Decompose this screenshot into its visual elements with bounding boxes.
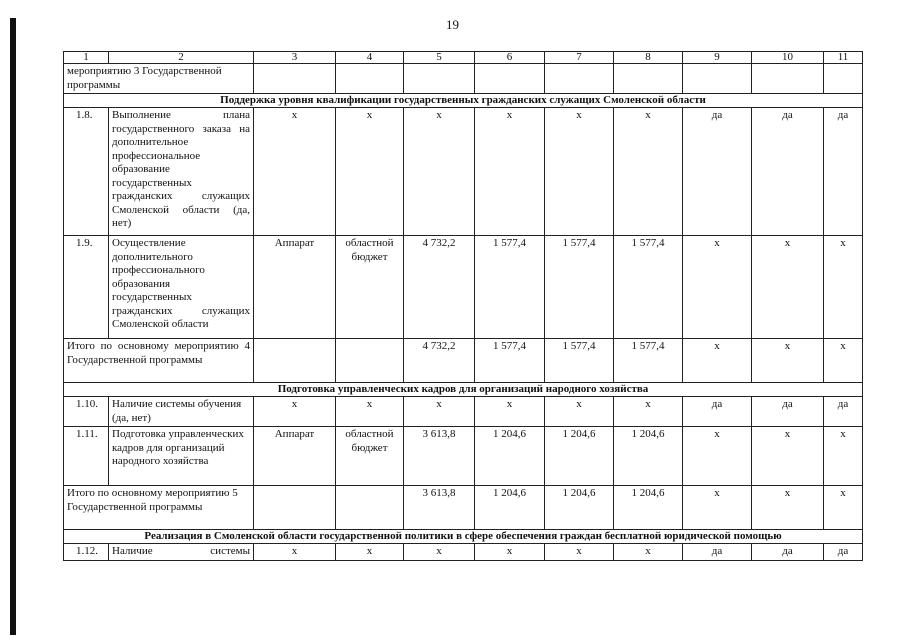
- cell: х: [824, 427, 863, 486]
- table-row: [64, 427, 863, 486]
- cell: х: [475, 397, 545, 427]
- row-number: 1.8.: [64, 108, 109, 236]
- cell: 4 732,2: [404, 236, 475, 339]
- section-row: [64, 383, 863, 397]
- cell: 1 204,6: [475, 486, 545, 530]
- cell: 3 613,8: [404, 427, 475, 486]
- program-table: [63, 51, 863, 561]
- section-title: Поддержка уровня квалификации государственных гражданских служащих Смоленской области: [64, 94, 863, 108]
- cell: х: [545, 108, 614, 236]
- cell: х: [683, 236, 752, 339]
- row-name: Выполнение плана государственного заказа на дополнительное профессиональное образование государственных гражданских служащих Смоленской области (да, нет): [109, 108, 254, 236]
- cell: х: [404, 544, 475, 561]
- section-row: [64, 530, 863, 544]
- cell: х: [683, 339, 752, 383]
- table-row: [64, 108, 863, 236]
- table-row-total-4: [64, 339, 863, 383]
- header-cell: 5: [404, 52, 475, 64]
- cell: да: [752, 397, 824, 427]
- cell: х: [254, 108, 336, 236]
- cell: х: [683, 427, 752, 486]
- cell: х: [404, 397, 475, 427]
- cell: да: [824, 108, 863, 236]
- header-row: [64, 52, 863, 64]
- cell: х: [254, 544, 336, 561]
- cell: 3 613,8: [404, 486, 475, 530]
- cell: 1 577,4: [475, 236, 545, 339]
- cell: 1 577,4: [545, 236, 614, 339]
- header-cell: 9: [683, 52, 752, 64]
- cell: да: [824, 544, 863, 561]
- cell: х: [475, 108, 545, 236]
- cell: х: [683, 486, 752, 530]
- table-row-total-3: [64, 64, 863, 94]
- cell: х: [614, 544, 683, 561]
- cell: х: [824, 236, 863, 339]
- table-row: [64, 544, 863, 561]
- header-cell: 8: [614, 52, 683, 64]
- table-row: [64, 397, 863, 427]
- total-label: мероприятию 3 Государственной программы: [64, 64, 254, 94]
- cell: областной бюджет: [336, 236, 404, 339]
- cell: х: [254, 397, 336, 427]
- total-label: Итого по основному мероприятию 5 Государственной программы: [64, 486, 254, 530]
- total-label: Итого по основному мероприятию 4 Государственной программы: [64, 339, 254, 383]
- row-name: Подготовка управленческих кадров для организаций народного хозяйства: [109, 427, 254, 486]
- cell: 1 204,6: [475, 427, 545, 486]
- row-number: 1.9.: [64, 236, 109, 339]
- cell: 1 204,6: [614, 486, 683, 530]
- table-row: [64, 236, 863, 339]
- cell: х: [752, 427, 824, 486]
- cell: 1 577,4: [475, 339, 545, 383]
- cell: х: [614, 108, 683, 236]
- cell: х: [336, 397, 404, 427]
- row-number: 1.12.: [64, 544, 109, 561]
- header-cell: 10: [752, 52, 824, 64]
- header-cell: 1: [64, 52, 109, 64]
- row-name: Наличие системы: [109, 544, 254, 561]
- cell: областной бюджет: [336, 427, 404, 486]
- table-row-total-5: [64, 486, 863, 530]
- header-cell: 4: [336, 52, 404, 64]
- cell: 1 577,4: [614, 236, 683, 339]
- cell: 1 204,6: [614, 427, 683, 486]
- scan-edge-bar: [10, 18, 16, 635]
- row-number: 1.10.: [64, 397, 109, 427]
- cell: 1 577,4: [545, 339, 614, 383]
- cell: х: [752, 486, 824, 530]
- cell: да: [683, 108, 752, 236]
- cell: х: [614, 397, 683, 427]
- cell: да: [752, 544, 824, 561]
- cell: х: [475, 544, 545, 561]
- row-name: Наличие системы обучения (да, нет): [109, 397, 254, 427]
- cell: 4 732,2: [404, 339, 475, 383]
- header-cell: 3: [254, 52, 336, 64]
- cell: 1 204,6: [545, 427, 614, 486]
- cell: х: [752, 236, 824, 339]
- cell: х: [336, 108, 404, 236]
- cell: да: [683, 397, 752, 427]
- cell: Аппарат: [254, 236, 336, 339]
- page-number: 19: [446, 17, 459, 32]
- header-cell: 2: [109, 52, 254, 64]
- row-number: 1.11.: [64, 427, 109, 486]
- cell: Аппарат: [254, 427, 336, 486]
- cell: х: [824, 486, 863, 530]
- cell: 1 204,6: [545, 486, 614, 530]
- header-cell: 7: [545, 52, 614, 64]
- section-row: [64, 94, 863, 108]
- row-name: Осуществление дополнительного профессионального образования государственных гражданских служащих Смоленской области: [109, 236, 254, 339]
- header-cell: 11: [824, 52, 863, 64]
- cell: да: [824, 397, 863, 427]
- cell: х: [336, 544, 404, 561]
- cell: да: [683, 544, 752, 561]
- header-cell: 6: [475, 52, 545, 64]
- section-title: Подготовка управленческих кадров для организаций народного хозяйства: [64, 383, 863, 397]
- cell: х: [824, 339, 863, 383]
- cell: х: [545, 397, 614, 427]
- cell: 1 577,4: [614, 339, 683, 383]
- cell: да: [752, 108, 824, 236]
- section-title: Реализация в Смоленской области государственной политики в сфере обеспечения граждан бесплатной юридической помощью: [64, 530, 863, 544]
- cell: х: [404, 108, 475, 236]
- cell: х: [752, 339, 824, 383]
- cell: х: [545, 544, 614, 561]
